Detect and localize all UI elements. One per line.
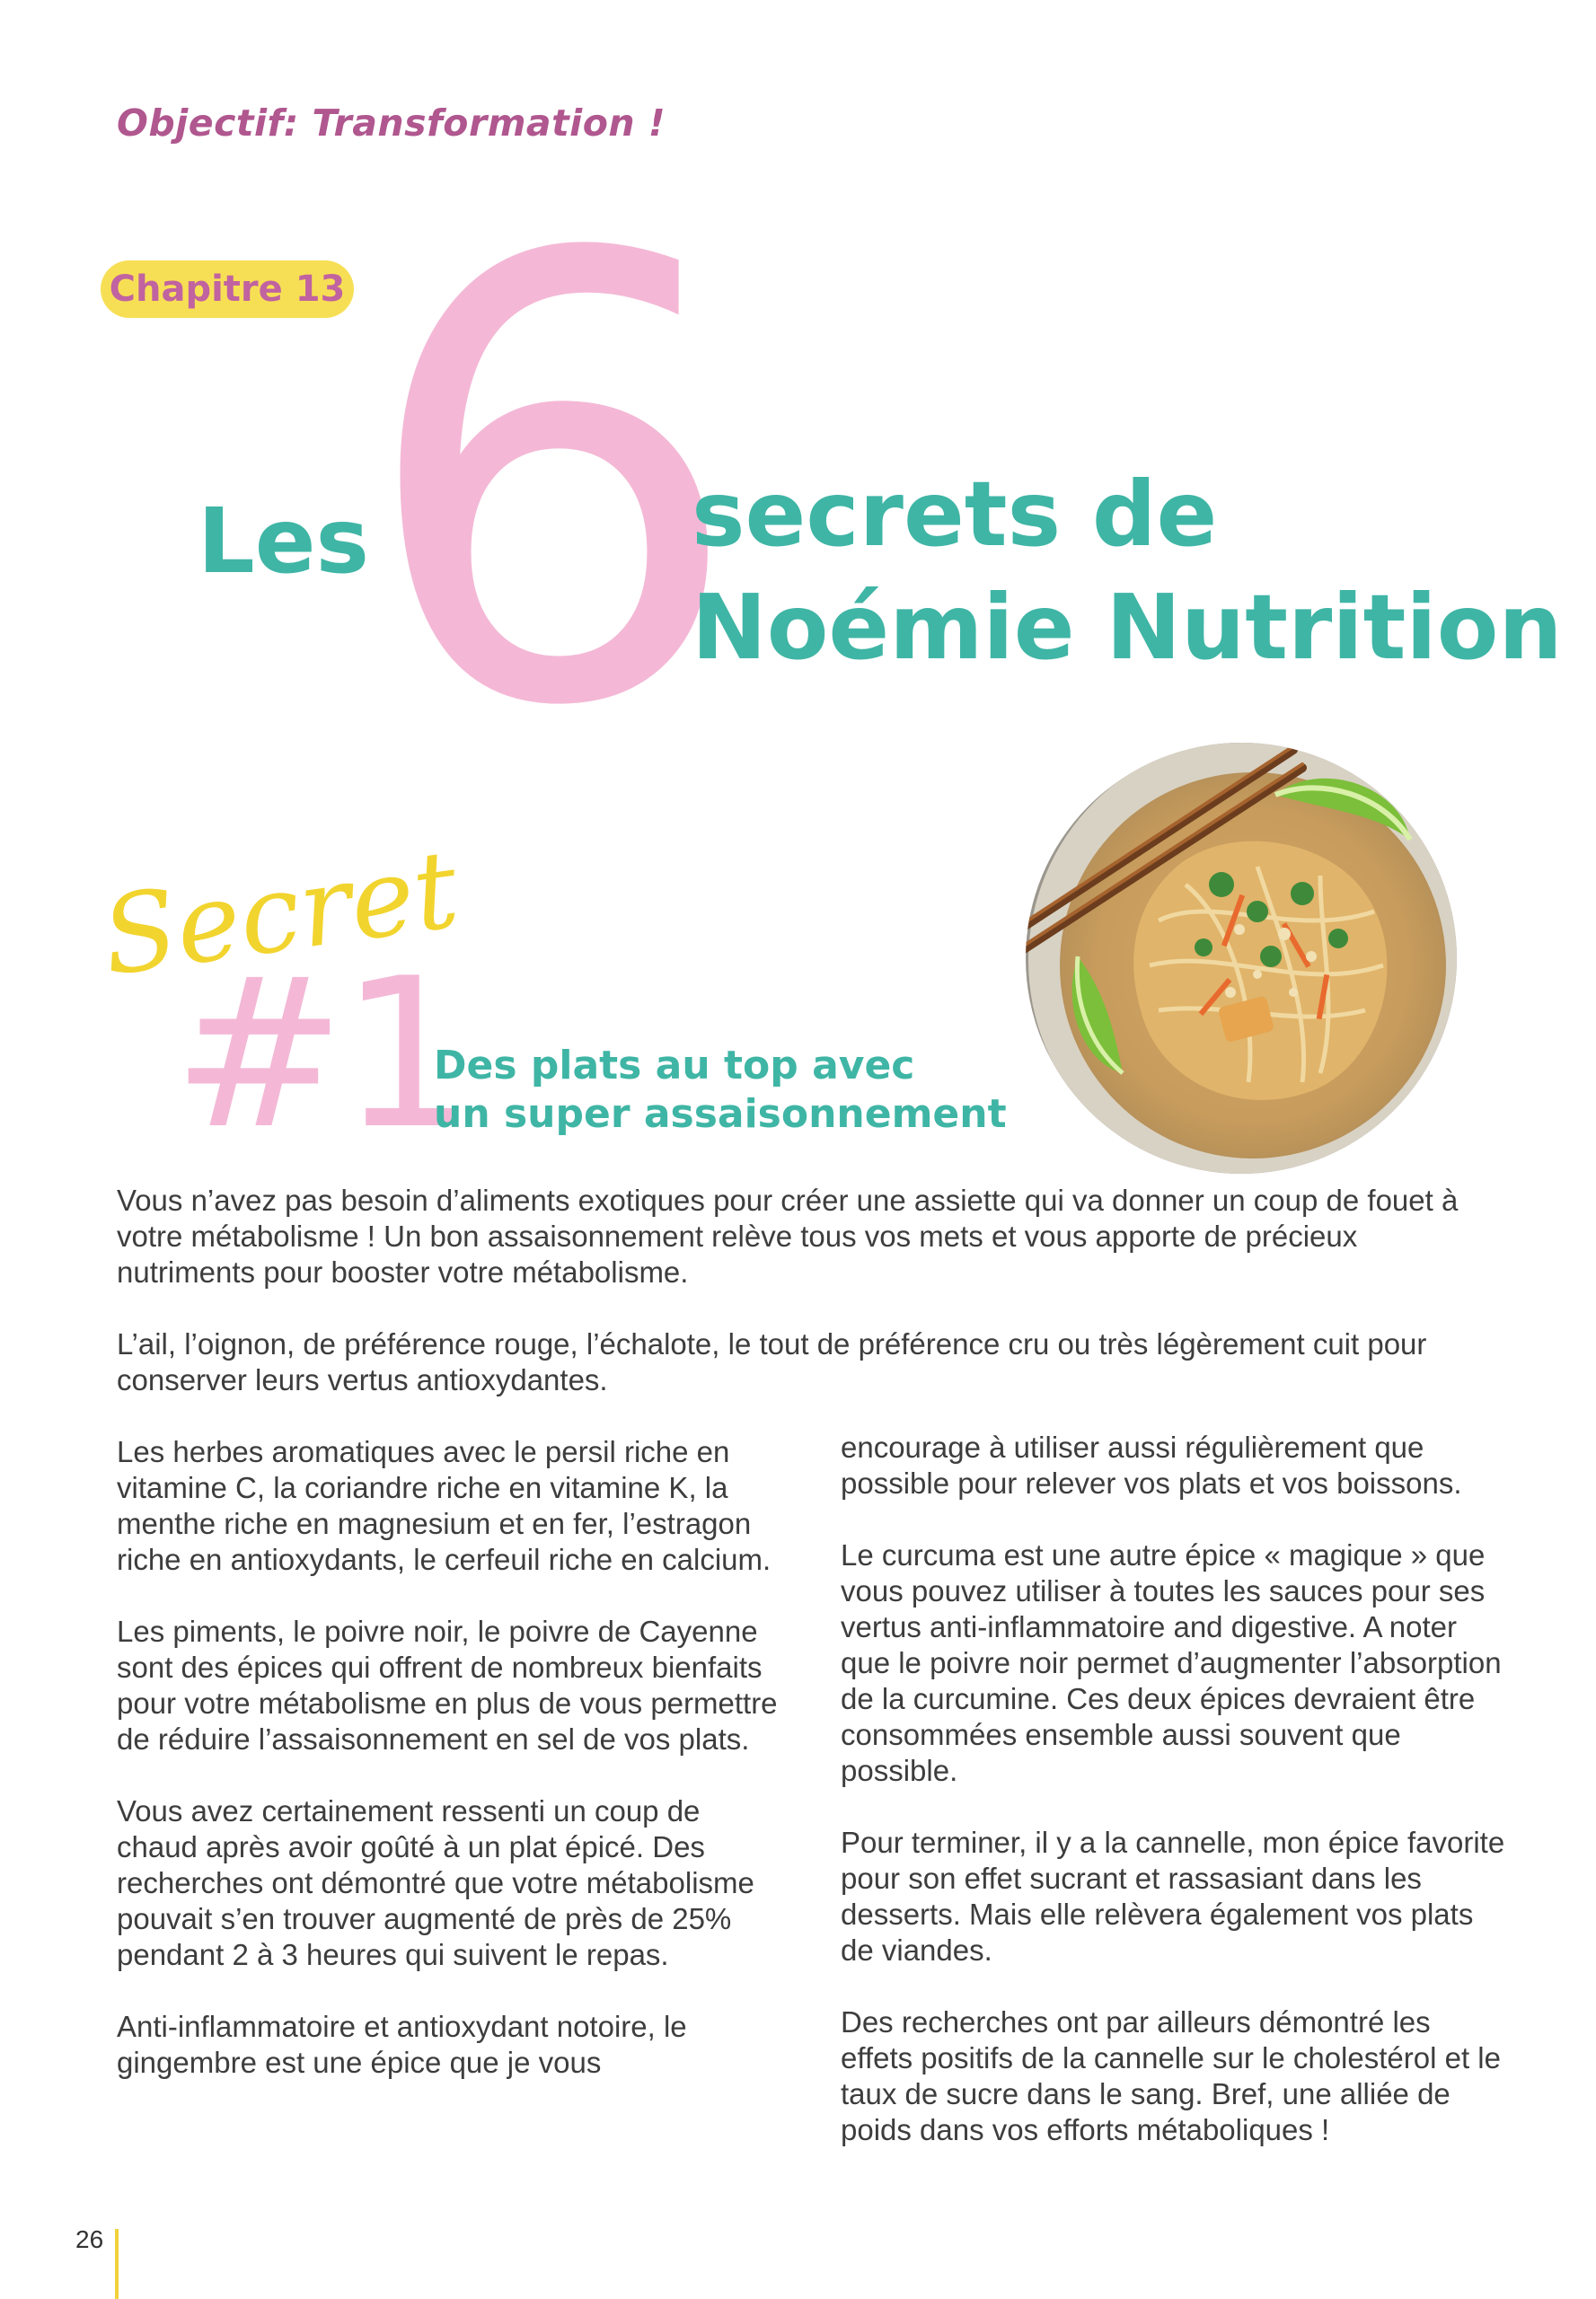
left-paragraph: Les piments, le poivre noir, le poivre de Cayenne sont des épices qui offrent de nombreux bienfaits pour votre métabolisme en plus de vous permettre de réduire l’assaisonnement en sel de vos plats. (117, 1615, 778, 1756)
secret-script-label: Secret (94, 827, 466, 1000)
secret-subtitle-line1: Des plats au top avec (434, 1043, 915, 1088)
right-column (841, 1430, 1510, 2184)
header-title: Objectif: Transformation ! (117, 101, 666, 145)
chapter-title-number: 6 (357, 129, 746, 840)
chapter-badge: Chapitre 13 (101, 260, 354, 318)
left-paragraph: Vous avez certainement ressenti un coup de chaud après avoir goûté à un plat épicé. Des recherches ont démontré que votre métabolisme pouvait s’en trouver augmenté de près de 25% pendant 2 à 3 heures qui suivent le repas. (117, 1794, 754, 1971)
chapter-title-line1: secrets de (692, 462, 1218, 567)
right-paragraph: encourage à utiliser aussi régulièrement que possible pour relever vos plats et vos boissons. (841, 1431, 1462, 1500)
chapter-title-line2: Noémie Nutrition (692, 575, 1563, 680)
right-paragraph: Pour terminer, il y a la cannelle, mon épice favorite pour son effet sucrant et rassasiant dans les desserts. Mais elle relèvera également vos plats de viandes. (841, 1826, 1505, 1967)
page-number: 26 (75, 2225, 104, 2253)
intro-paragraph-2: L’ail, l’oignon, de préférence rouge, l’échalote, le tout de préférence cru ou très légèrement cuit pour conserver leurs vertus antioxydantes. (117, 1327, 1427, 1396)
left-paragraph: Les herbes aromatiques avec le persil riche en vitamine C, la coriandre riche en vitamine K, la menthe riche en magnesium et en fer, l’estragon riche en antioxydants, le cerfeuil riche en calcium. (117, 1435, 772, 1576)
chapter-title-prefix: Les (198, 489, 370, 594)
left-column (117, 1434, 786, 2117)
left-paragraph: Anti-inflammatoire et antioxydant notoire, le gingembre est une épice que je vous (117, 2010, 687, 2079)
right-paragraph: Le curcuma est une autre épice « magique » que vous pouvez utiliser à toutes les sauces pour ses vertus anti-inflammatoire and digestive. A noter que le poivre noir permet d’augmenter l’absorption de la curcumine. Ces deux épices devraient être consommées ensemble aussi souvent que possible. (841, 1538, 1502, 1787)
secret-subtitle (434, 1042, 1009, 1139)
pad-thai-photo (1024, 741, 1459, 1176)
secret-subtitle-line2: un super assaisonnement (434, 1091, 1007, 1137)
intro-paragraph-1: Vous n’avez pas besoin d’aliments exotiques pour créer une assiette qui va donner un coup de fouet à votre métabolisme ! Un bon assaisonnement relève tous vos mets et vous apporte de précieux nutriments pour booster votre métabolisme. (117, 1184, 1459, 1289)
chapter-title (692, 458, 1563, 684)
page-number-divider (115, 2229, 119, 2299)
right-paragraph: Des recherches ont par ailleurs démontré les effets positifs de la cannelle sur le cholestérol et le taux de sucre dans le sang. Bref, une alliée de poids dans vos efforts métaboliques ! (841, 2005, 1501, 2146)
secret-number: #1 (172, 935, 467, 1175)
